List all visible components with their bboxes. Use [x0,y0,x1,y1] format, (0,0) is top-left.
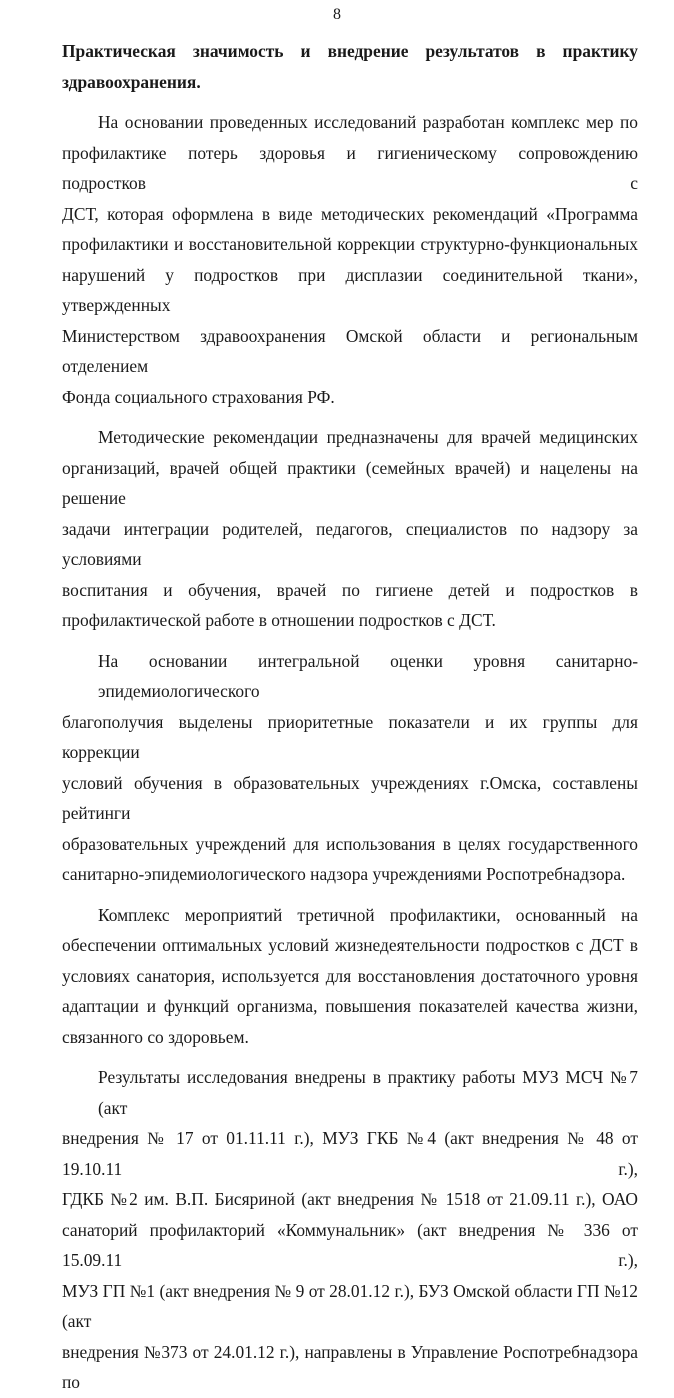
text-line: На основании проведенных исследований разработан комплекс мер по [98,112,638,132]
paragraph-recommendations-audience [62,422,638,636]
text-line: условиях санатория, используется для восстановления достаточного уровня [62,965,638,986]
text-line: ГДКБ №2 им. В.П. Бисяриной (акт внедрения № 1518 от 21.09.11 г.), ОАО [62,1189,638,1209]
page-number: 8 [333,6,341,23]
page-content [62,36,638,1398]
text-line: задачи интеграции родителей, педагогов, специалистов по надзору за условиями [62,518,638,569]
text-line: Министерством здравоохранения Омской области и региональным отделением [62,325,638,376]
text-line: благополучия выделены приоритетные показатели и их группы для коррекции [62,711,638,762]
text-line: профилактики и восстановительной коррекции структурно-функциональных [62,234,638,254]
text-line: Фонда социального страхования РФ. [62,386,335,407]
paragraph-methodical-program [62,107,638,412]
heading-line: Практическая значимость и внедрение результатов в практику [62,41,638,61]
text-line: воспитания и обучения, врачей по гигиене детей и подростков в [62,579,638,600]
text-line: На основании интегральной оценки уровня санитарно-эпидемиологического [98,650,638,701]
text-line: нарушений у подростков при дисплазии соединительной ткани», утвержденных [62,264,638,315]
text-line: условий обучения в образовательных учреждениях г.Омска, составлены рейтинги [62,772,638,823]
text-line: Методические рекомендации предназначены для врачей медицинских [98,427,638,447]
section-heading [62,36,638,97]
text-line: обеспечении оптимальных условий жизнедеятельности подростков с ДСТ в [62,935,638,955]
heading-line: здравоохранения. [62,71,201,92]
text-line: связанного со здоровьем. [62,1026,249,1047]
text-line: внедрения № 17 от 01.11.11 г.), МУЗ ГКБ №4 (акт внедрения № 48 от 19.10.11 г.), [62,1128,638,1179]
paragraph-tertiary-prevention [62,900,638,1053]
text-line: профилактике потерь здоровья и гигиеническому сопровождению подростков с [62,142,638,193]
text-line: адаптации и функций организма, повышения показателей качества жизни, [62,996,638,1016]
text-line: ДСТ, которая оформлена в виде методических рекомендаций «Программа [62,203,638,224]
text-line: внедрения №373 от 24.01.12 г.), направлены в Управление Роспотребнадзора по [62,1341,638,1392]
paragraph-integral-assessment [62,646,638,890]
text-line: организаций, врачей общей практики (семейных врачей) и нацелены на решение [62,457,638,508]
text-line: Результаты исследования внедрены в практику работы МУЗ МСЧ №7 (акт [98,1067,638,1118]
text-line: образовательных учреждений для использования в целях государственного [62,833,638,854]
text-line: санаторий профилакторий «Коммунальник» (акт внедрения № 336 от 15.09.11 г.), [62,1219,638,1270]
text-line: Комплекс мероприятий третичной профилактики, основанный на [98,904,638,925]
paragraph-implementation-results [62,1062,638,1398]
text-line: санитарно-эпидемиологического надзора учреждениями Роспотребнадзора. [62,864,626,884]
text-line: профилактической работе в отношении подростков с ДСТ. [62,610,496,630]
text-line: МУЗ ГП №1 (акт внедрения № 9 от 28.01.12 г.), БУЗ Омской области ГП №12 (акт [62,1280,638,1331]
